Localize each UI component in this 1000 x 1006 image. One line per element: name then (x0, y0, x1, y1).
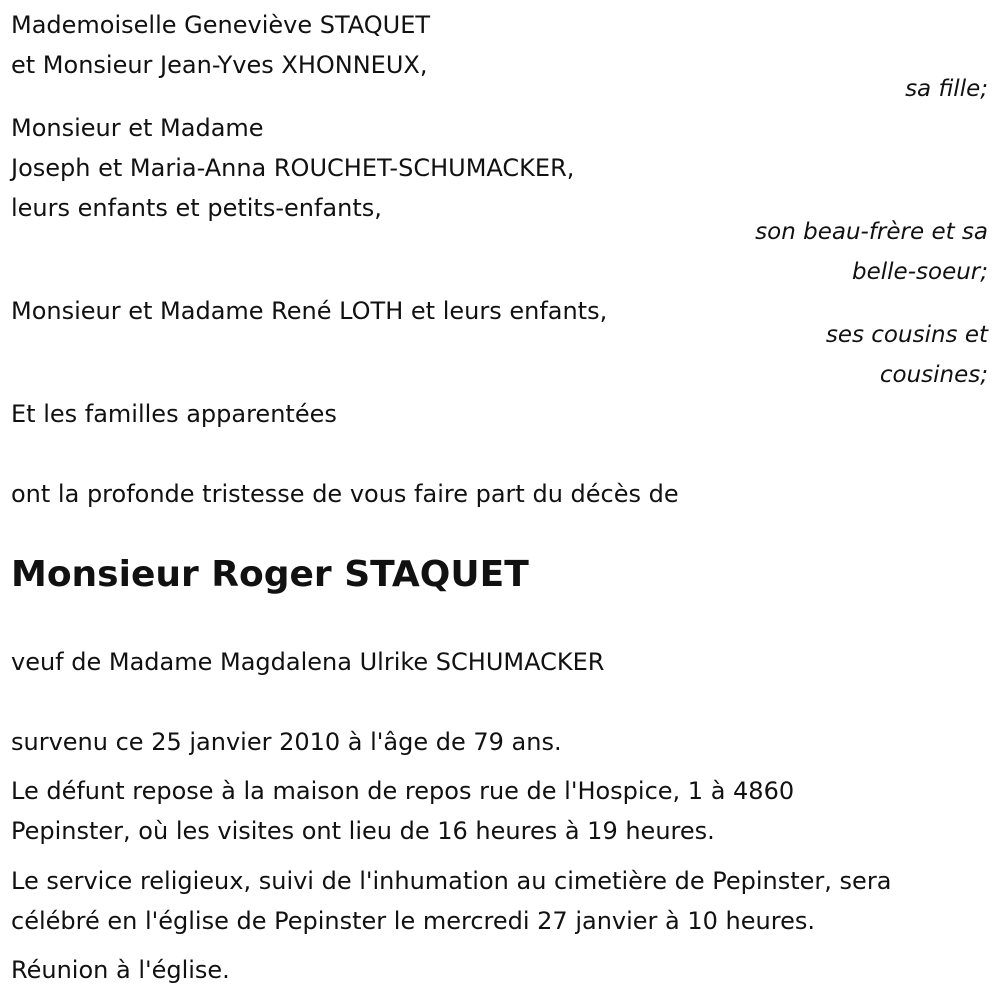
family-3-relation-line-2: cousines; (879, 362, 988, 388)
family-2-line-2: Joseph et Maria-Anna ROUCHET-SCHUMACKER, (11, 154, 575, 182)
family-1-line-1: Mademoiselle Geneviève STAQUET (11, 11, 431, 39)
rest-place-line-2: Pepinster, où les visites ont lieu de 16 heures à 19 heures. (11, 817, 715, 845)
family-2-line-3: leurs enfants et petits-enfants, (11, 194, 382, 222)
service-line-2: célébré en l'église de Pepinster le mercredi 27 janvier à 10 heures. (11, 907, 815, 935)
service-line-1: Le service religieux, suivi de l'inhumation au cimetière de Pepinster, sera (11, 867, 892, 895)
death-info-text: survenu ce 25 janvier 2010 à l'âge de 79 ans. (11, 728, 562, 756)
family-2-relation-line-1: son beau-frère et sa (755, 219, 988, 245)
deceased-name: Monsieur Roger STAQUET (11, 554, 529, 595)
family-3-relation-line-1: ses cousins et (825, 322, 988, 348)
family-4-line-1: Et les familles apparentées (11, 400, 337, 428)
family-1-relation: sa fille; (905, 76, 988, 102)
family-2-line-1: Monsieur et Madame (11, 114, 264, 142)
family-3-line-1: Monsieur et Madame René LOTH et leurs enfants, (11, 297, 608, 325)
family-1-line-2: et Monsieur Jean-Yves XHONNEUX, (11, 51, 428, 79)
rest-place-line-1: Le défunt repose à la maison de repos rue de l'Hospice, 1 à 4860 (11, 777, 795, 805)
announcement-text: ont la profonde tristesse de vous faire part du décès de (11, 480, 679, 508)
meeting-text: Réunion à l'église. (11, 956, 230, 984)
family-2-relation-line-2: belle-soeur; (852, 259, 988, 285)
widower-of-text: veuf de Madame Magdalena Ulrike SCHUMACKER (11, 648, 605, 676)
